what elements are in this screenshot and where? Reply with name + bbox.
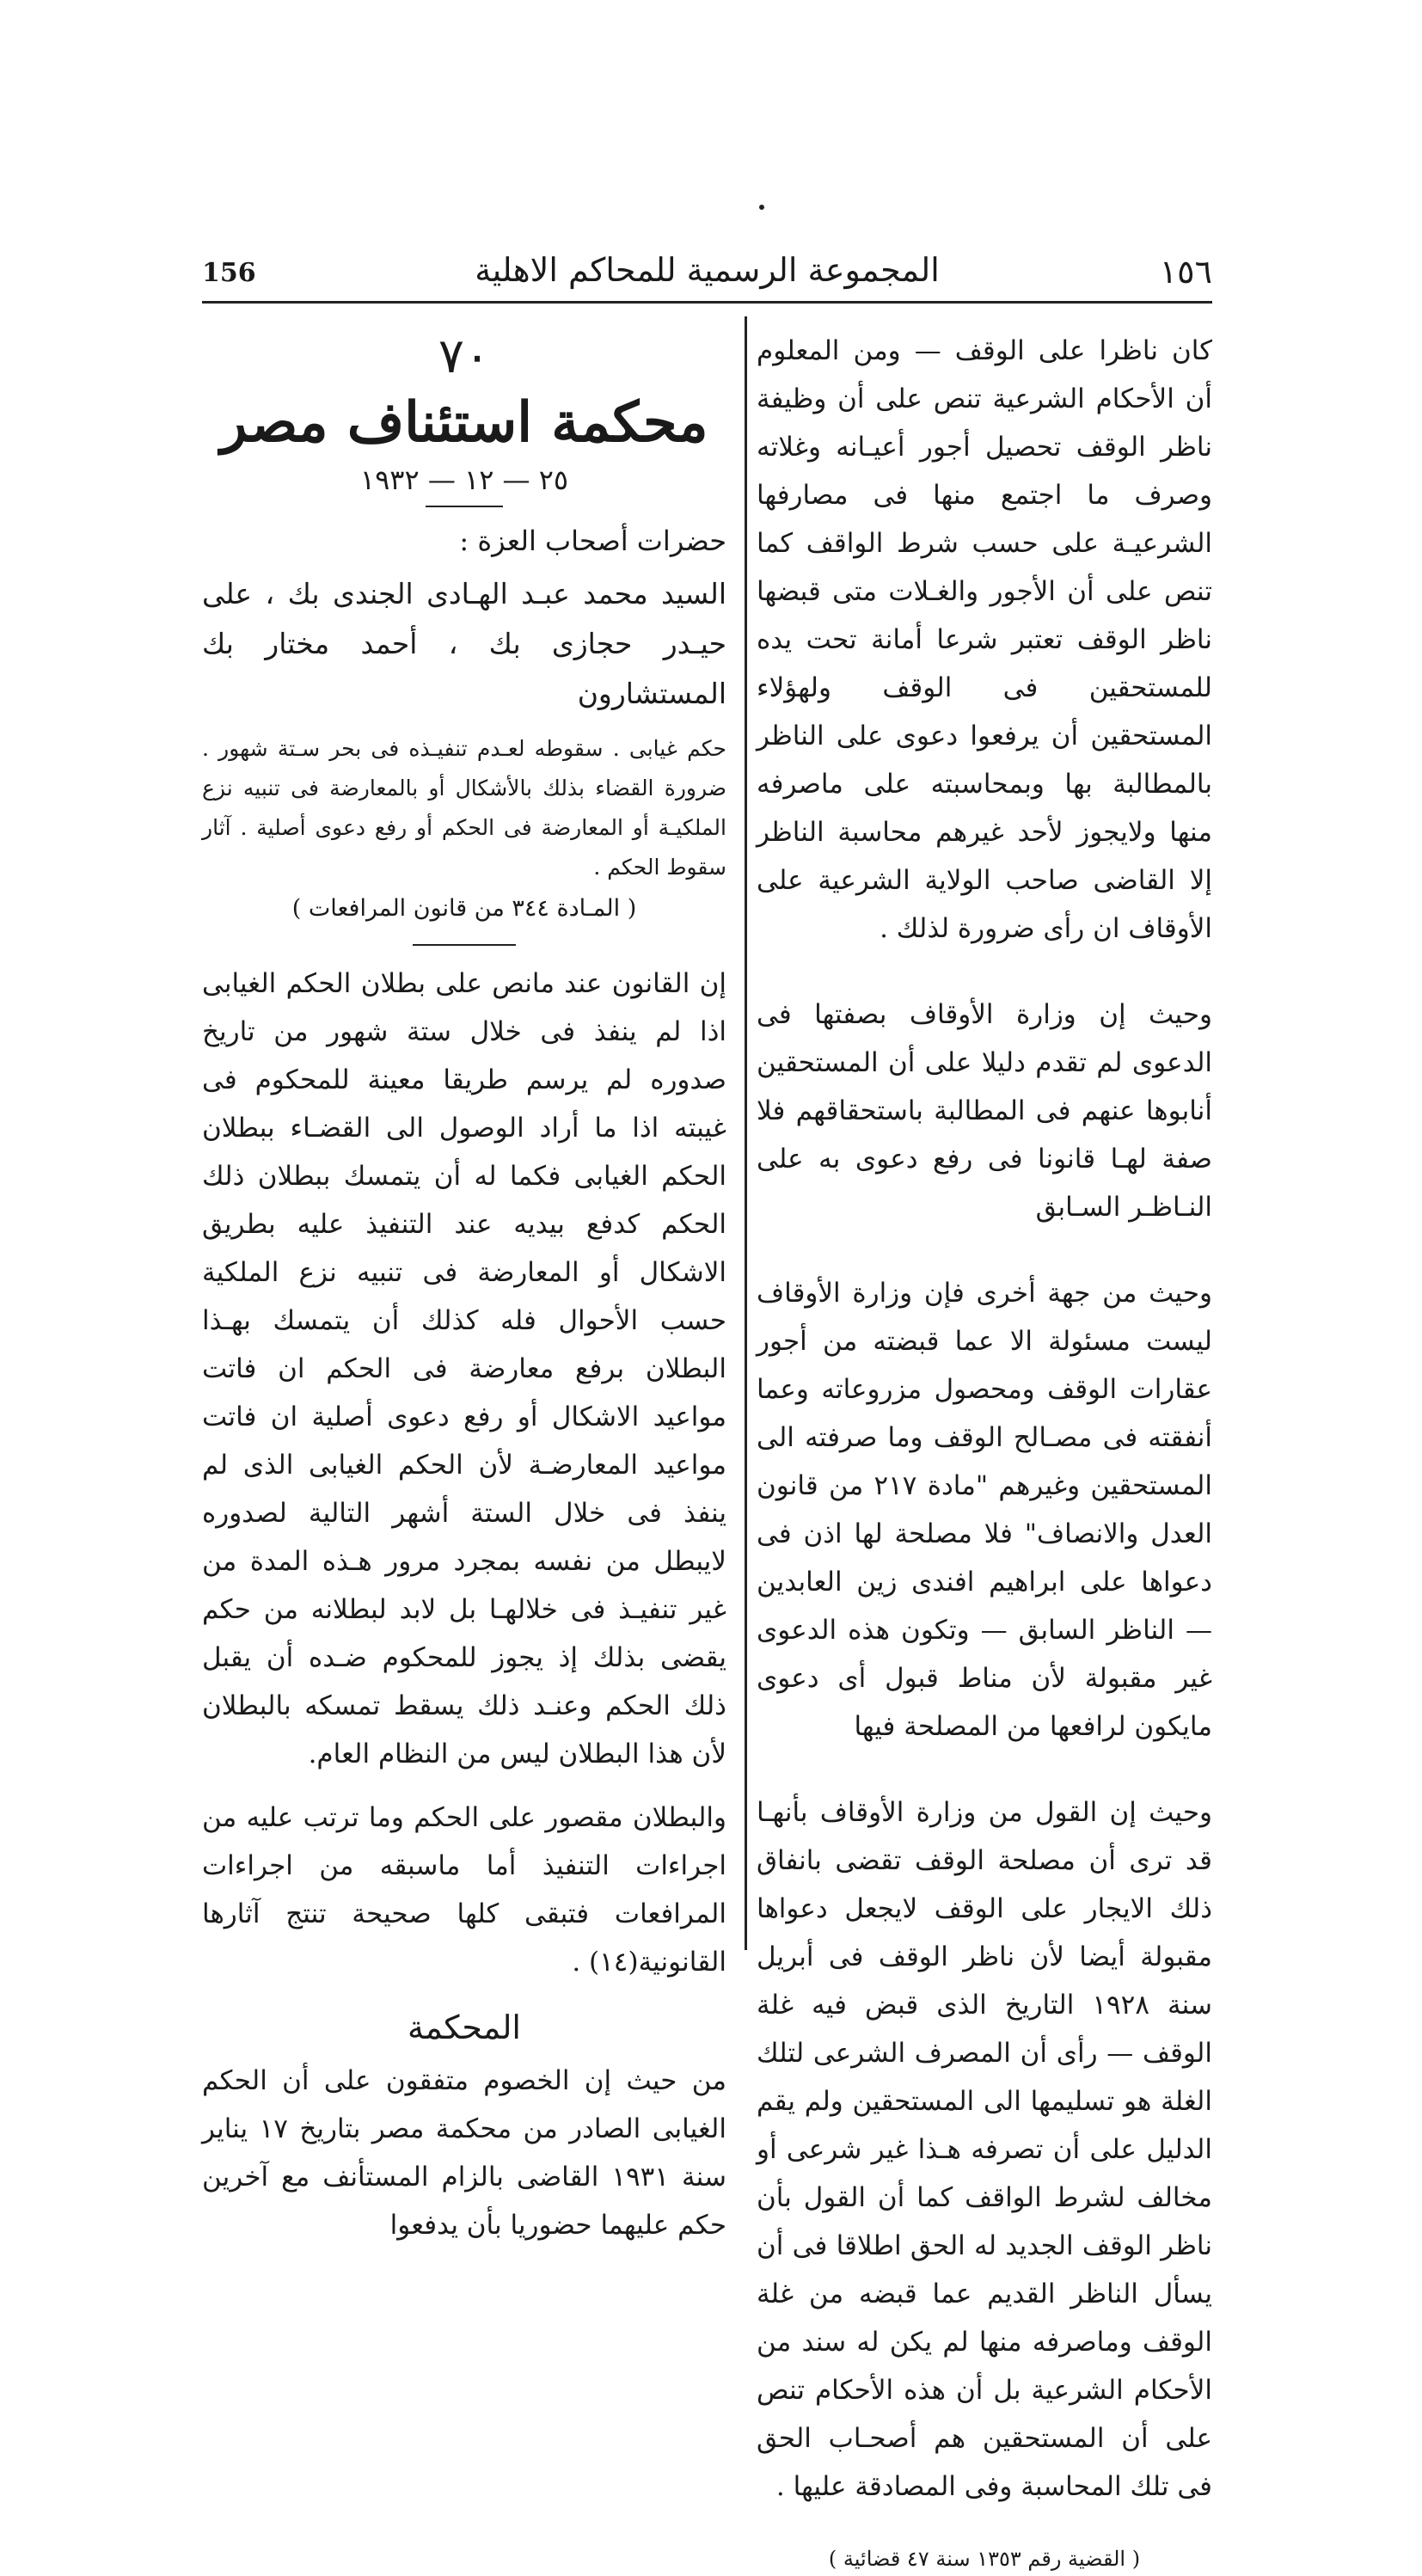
right-column (757, 327, 1212, 2576)
section-heading: المحكمة (408, 2009, 521, 2046)
right-paragraph-2: وحيث إن وزارة الأوقاف بصفتها فى الدعوى لم تقدم دليلا على أن المستحقين أنابوها عنهم فى المطالبة باستحقاقهم فلا صفة لهـا قانونا فى رفع دعوى به على النـاظـر السـابق (757, 999, 1212, 1223)
case-date: ٢٥ — ١٢ — ١٩٣٢ (359, 463, 569, 496)
summary-reference: ( المـادة ٣٤٤ من قانون المرافعات ) (291, 895, 637, 922)
judges-names: السيد محمد عبـد الهـادى الجندى بك ، على حيـدر حجازى بك ، أحمد مختار بك المستشارون (202, 577, 726, 710)
page-header (202, 251, 1212, 297)
header-rule (202, 301, 1212, 304)
journal-title: المجموعة الرسمية للمحاكم الاهلية (475, 251, 940, 289)
case-summary: حكم غيابى . سقوطه لعـدم تنفيـذه فى بحر سـتة شهور . ضرورة القضاء بذلك بالأشكال أو بالمعارضة فى تنبيه نزع الملكيـة أو المعارضة فى الحكم أو رفع دعوى أصلية . آثار سقوط الحكم . (202, 736, 726, 880)
court-paragraph: من حيث إن الخصوم متفقون على أن الحكم الغيابى الصادر من محكمة مصر بتاريخ ١٧ يناير سنة ١٩٣١ القاضى بالزام المستأنف مع آخرين حكم عليهما حضوريا بأن يدفعوا (202, 2065, 726, 2241)
right-paragraph-4: وحيث إن القول من وزارة الأوقاف بأنهـا قد ترى أن مصلحة الوقف تقضى بانفاق ذلك الايجار على الوقف لايجعل دعواها مقبولة أيضا لأن ناظر الوقف فى أبريل سنة ١٩٢٨ التاريخ الذى قبض فيه غلة الوقف — رأى أن المصرف الشرعى لتلك الغلة هو تسليمها الى المستحقين ولم يقم الدليل على أن تصرفه هـذا غير شرعى أو مخالف لشرط الواقف كما أن القول بأن ناظر الوقف الجديد له الحق اطلاقا فى أن يسأل الناظر القديم عما قبضه من غلة الوقف وماصرفه منها لم يكن له سند من الأحكام الشرعية بل أن هذه الأحكام تنص على أن المستحقين هم أصحـاب الحق فى تلك المحاسبة وفى المصادقة عليها . (757, 1797, 1212, 2502)
ink-dot (759, 205, 764, 210)
left-paragraph-2: والبطلان مقصور على الحكم وما ترتب عليه من اجراءات التنفيذ أما ماسبقه من اجراءات المرافعات فتبقى كلها صحيحة تنتج آثارها القانونية(١٤) . (202, 1802, 726, 1978)
page-number-latin: 156 (202, 258, 256, 288)
page-number-arabic: ١٥٦ (1159, 253, 1212, 291)
case-reference: ( القضية رقم ١٣٥٣ سنة ٤٧ قضائية ) (828, 2547, 1141, 2571)
date-rule (426, 506, 503, 507)
left-paragraph-1: إن القانون عند مانص على بطلان الحكم الغيابى اذا لم ينفذ فى خلال ستة شهور من تاريخ صدوره لم يرسم طريقا معينة للمحكوم فى غيبته اذا ما أراد الوصول الى القضـاء ببطلان الحكم الغيابى فكما له أن يتمسك ببطلان ذلك الحكم كدفع بيديه عند التنفيذ عليه بطريق الاشكال أو المعارضة فى تنبيه نزع الملكية حسب الأحوال فله كذلك أن يتمسك بهـذا البطلان برفع معارضة فى الحكم ان فاتت مواعيد الاشكال أو رفع دعوى أصلية ان فاتت مواعيد المعارضـة لأن الحكم الغيابى الذى لم ينفذ فى خلال الستة أشهر التالية لصدوره لايبطل من نفسه بمجرد مرور هـذه المدة من غير تنفيـذ فى خلالهـا بل لابد لبطلانه من حكم يقضى بذلك إذ يجوز للمحكوم ضـده أن يقبل ذلك الحكم وعنـد ذلك يسقط تمسكه بالبطلان لأن هذا البطلان ليس من النظام العام. (202, 968, 726, 1769)
left-column (202, 327, 726, 2265)
judges-intro: حضرات أصحاب العزة : (459, 524, 726, 557)
summary-rule (413, 944, 516, 946)
right-paragraph-3: وحيث من جهة أخرى فإن وزارة الأوقاف ليست مسئولة الا عما قبضته من أجور عقارات الوقف ومحصول مزروعاته وعما أنفقته فى مصـالح الوقف وما صرفته الى المستحقين وغيرهم "مادة ٢١٧ من قانون العدل والانصاف" فلا مصلحة لها اذن فى دعواها على ابراهيم افندى زين العابدين — الناظر السابق — وتكون هذه الدعوى غير مقبولة لأن مناط قبول أى دعوى مايكون لرافعها من المصلحة فيها (757, 1278, 1212, 1742)
court-name: محكمة استئناف مصر (220, 390, 708, 455)
right-paragraph-1: كان ناظرا على الوقف — ومن المعلوم أن الأحكام الشرعية تنص على أن وظيفة ناظر الوقف تحصيل أجور أعيـانه وغلاته وصرف ما اجتمع منها فى مصارفها الشرعيـة على حسب شرط الواقف كما تنص على أن الأجور والغـلات متى قبضها ناظر الوقف تعتبر شرعا أمانة تحت يده للمستحقين فى الوقف ولهؤلاء المستحقين أن يرفعوا دعوى على الناظر بالمطالبة بها وبمحاسبته على ماصرفه منها ولايجوز لأحد غيرهم محاسبة الناظر إلا القاضى صاحب الولاية الشرعية على الأوقاف ان رأى ضرورة لذلك . (757, 335, 1212, 944)
column-divider (745, 316, 747, 1950)
case-number: ٧٠ (438, 328, 491, 384)
